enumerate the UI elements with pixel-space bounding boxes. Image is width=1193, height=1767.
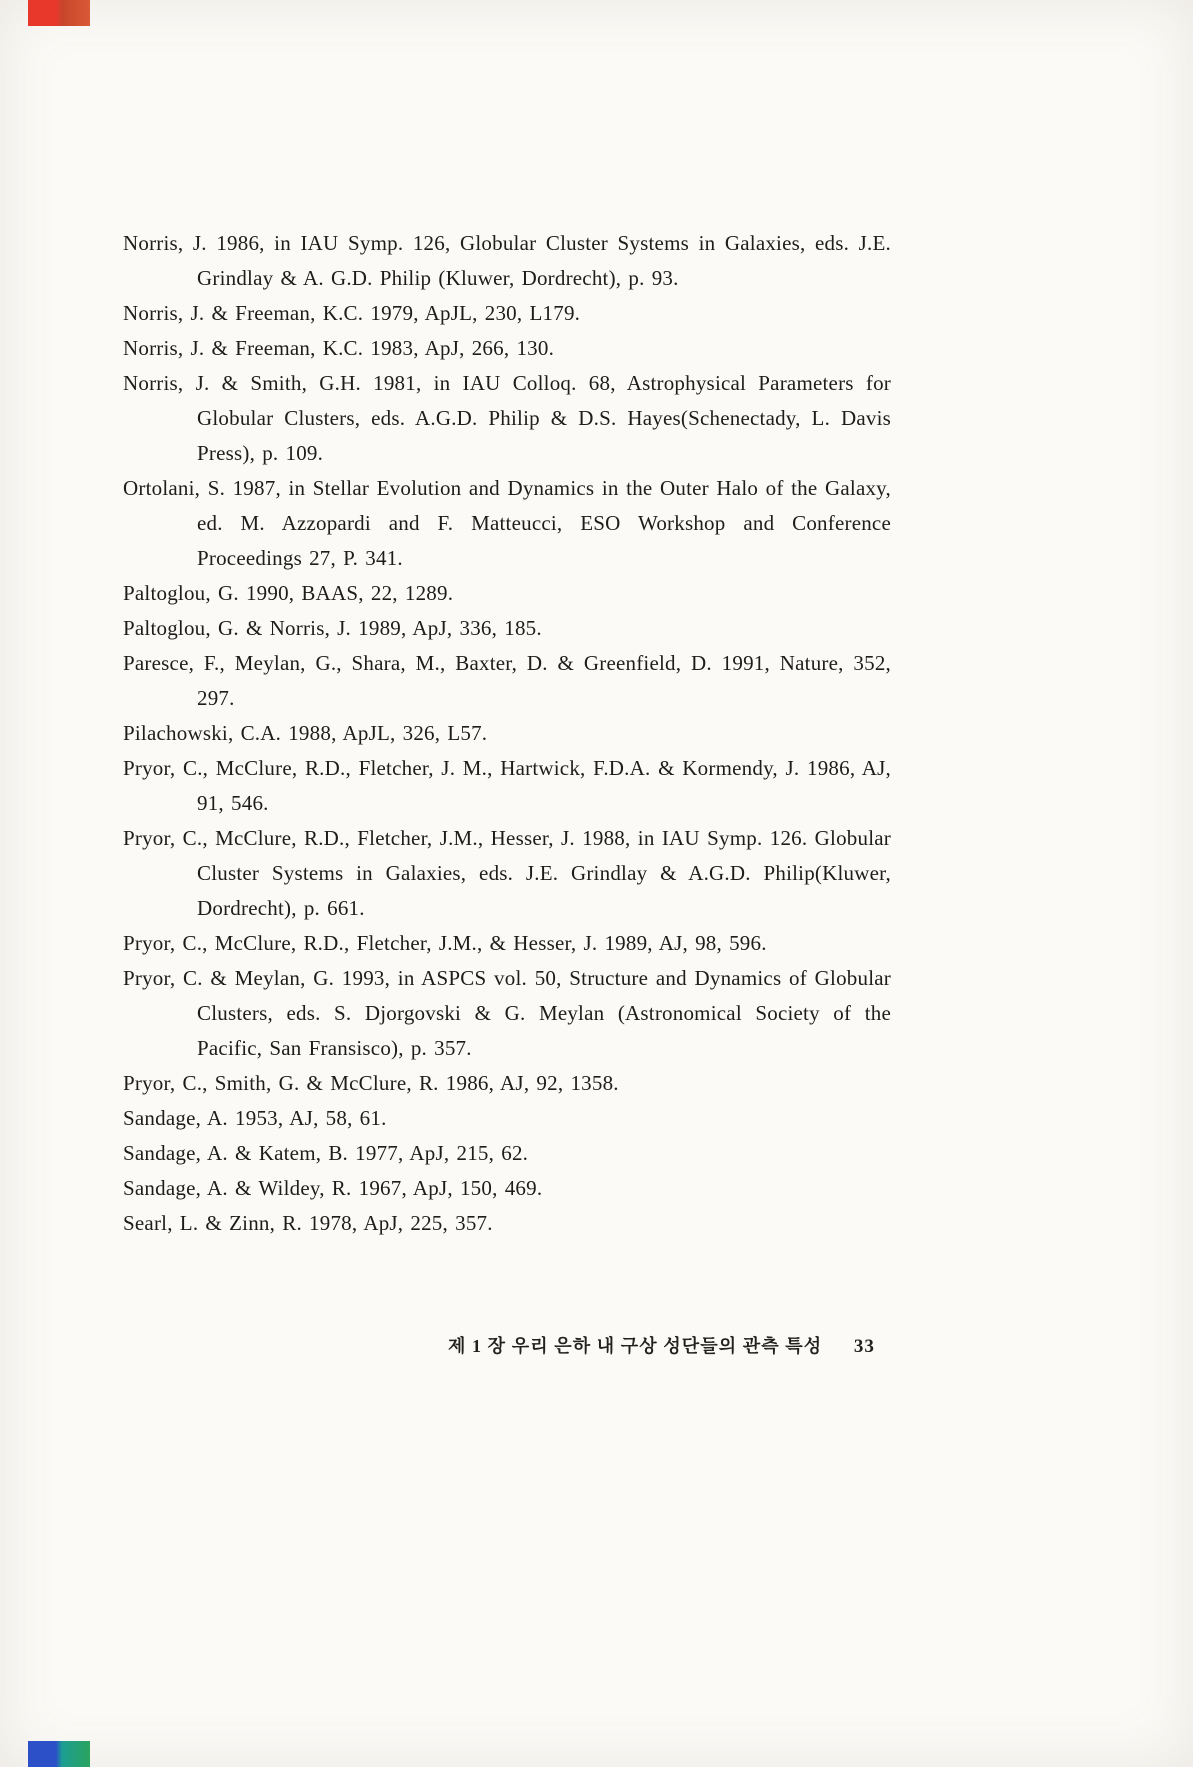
reference-item: Norris, J. & Freeman, K.C. 1983, ApJ, 266, 130. [123, 336, 555, 360]
reference-item: Sandage, A. & Katem, B. 1977, ApJ, 215, 62. [123, 1141, 529, 1165]
reference-item: Pilachowski, C.A. 1988, ApJL, 326, L57. [123, 721, 488, 745]
reference-item: Paltoglou, G. & Norris, J. 1989, ApJ, 336, 185. [123, 616, 542, 640]
footer-page-number: 33 [853, 1336, 875, 1357]
reference-item: Paresce, F., Meylan, G., Shara, M., Baxter, D. & Greenfield, D. 1991, Nature, 352, 297. [123, 651, 891, 710]
references-list [123, 226, 891, 1241]
reference-item: Norris, J. & Smith, G.H. 1981, in IAU Colloq. 68, Astrophysical Parameters for Globular Clusters, eds. A.G.D. Philip & D.S. Hayes(Schenectady, L. Davis Press), p. 109. [123, 371, 891, 465]
reference-item: Paltoglou, G. 1990, BAAS, 22, 1289. [123, 581, 454, 605]
reference-item: Pryor, C., McClure, R.D., Fletcher, J.M., & Hesser, J. 1989, AJ, 98, 596. [123, 931, 767, 955]
page-footer [123, 1332, 875, 1358]
reference-item: Norris, J. & Freeman, K.C. 1979, ApJL, 230, L179. [123, 301, 581, 325]
scan-color-artifact-top [28, 0, 90, 26]
reference-item: Searl, L. & Zinn, R. 1978, ApJ, 225, 357. [123, 1211, 493, 1235]
reference-item: Pryor, C., McClure, R.D., Fletcher, J. M., Hartwick, F.D.A. & Kormendy, J. 1986, AJ, 91, 546. [123, 756, 891, 815]
reference-item: Pryor, C., Smith, G. & McClure, R. 1986, AJ, 92, 1358. [123, 1071, 619, 1095]
reference-item: Pryor, C., McClure, R.D., Fletcher, J.M., Hesser, J. 1988, in IAU Symp. 126. Globular Cluster Systems in Galaxies, eds. J.E. Grindlay & A.G.D. Philip(Kluwer, Dordrecht), p. 661. [123, 826, 891, 920]
reference-item: Sandage, A. & Wildey, R. 1967, ApJ, 150, 469. [123, 1176, 543, 1200]
footer-chapter-title: 제 1 장 우리 은하 내 구상 성단들의 관측 특성 [447, 1336, 823, 1356]
reference-item: Sandage, A. 1953, AJ, 58, 61. [123, 1106, 387, 1130]
reference-item: Pryor, C. & Meylan, G. 1993, in ASPCS vol. 50, Structure and Dynamics of Globular Clusters, eds. S. Djorgovski & G. Meylan (Astronomical Society of the Pacific, San Fransisco), p. 357. [123, 966, 891, 1060]
scan-color-artifact-bottom [28, 1741, 90, 1767]
reference-item: Ortolani, S. 1987, in Stellar Evolution and Dynamics in the Outer Halo of the Galaxy, ed. M. Azzopardi and F. Matteucci, ESO Workshop and Conference Proceedings 27, P. 341. [123, 476, 891, 570]
reference-item: Norris, J. 1986, in IAU Symp. 126, Globular Cluster Systems in Galaxies, eds. J.E. Grindlay & A. G.D. Philip (Kluwer, Dordrecht), p. 93. [123, 231, 891, 290]
